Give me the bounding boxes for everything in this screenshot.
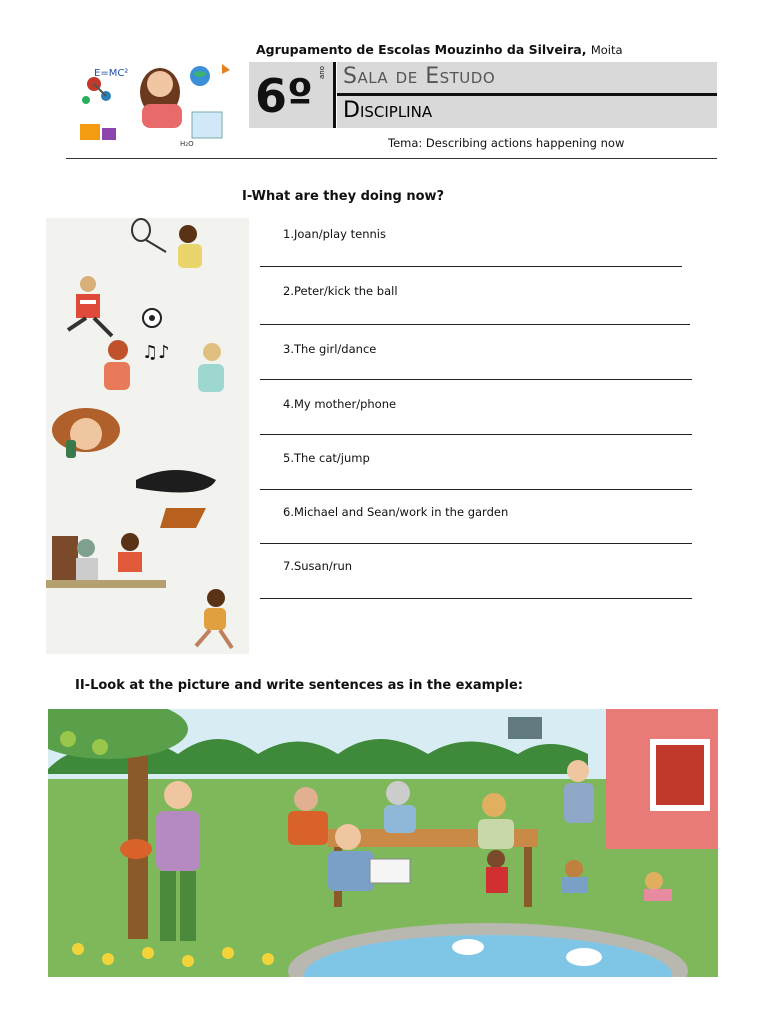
school-town: Moita: [590, 43, 623, 57]
svg-text:H₂O: H₂O: [180, 140, 194, 148]
school-name: [256, 42, 623, 57]
grade-suffix: ano: [318, 66, 326, 80]
exercise-item-4: 4.My mother/phone: [283, 397, 397, 411]
section-2-heading: II-Look at the picture and write sentences as in the example:: [75, 678, 523, 693]
exercise-item-2: 2.Peter/kick the ball: [283, 284, 398, 298]
logo-formula: E=MC²: [94, 68, 129, 79]
exercise-item-7: 7.Susan/run: [283, 559, 353, 573]
answer-line-2[interactable]: [260, 324, 690, 325]
section-1-heading: I-What are they doing now?: [242, 189, 445, 204]
school-label: Agrupamento de Escolas Mouzinho da Silveira,: [256, 42, 587, 57]
page-title: Sala de Estudo: [343, 64, 496, 89]
exercise-item-6: 6.Michael and Sean/work in the garden: [283, 505, 509, 519]
answer-line-7[interactable]: [260, 598, 692, 599]
grade-number: 6º: [255, 69, 313, 123]
answer-line-4[interactable]: [260, 434, 692, 435]
header-divider: [333, 62, 336, 128]
garden-scene-illustration: [48, 709, 718, 977]
exercise-item-1: 1.Joan/play tennis: [283, 227, 386, 241]
exercise-item-5: 5.The cat/jump: [283, 451, 370, 465]
subject-title: Disciplina: [343, 98, 433, 123]
exercise-item-3: 3.The girl/dance: [283, 342, 377, 356]
header-rule: [66, 158, 717, 159]
svg-text:♫♪: ♫♪: [142, 342, 170, 363]
actions-illustration: [46, 218, 249, 654]
answer-line-3[interactable]: [260, 379, 692, 380]
title-separator: [337, 93, 717, 96]
school-logo-image: [72, 54, 242, 150]
answer-line-6[interactable]: [260, 543, 692, 544]
answer-line-5[interactable]: [260, 489, 692, 490]
answer-line-1[interactable]: [260, 266, 682, 267]
topic-line: Tema: Describing actions happening now: [388, 136, 625, 150]
